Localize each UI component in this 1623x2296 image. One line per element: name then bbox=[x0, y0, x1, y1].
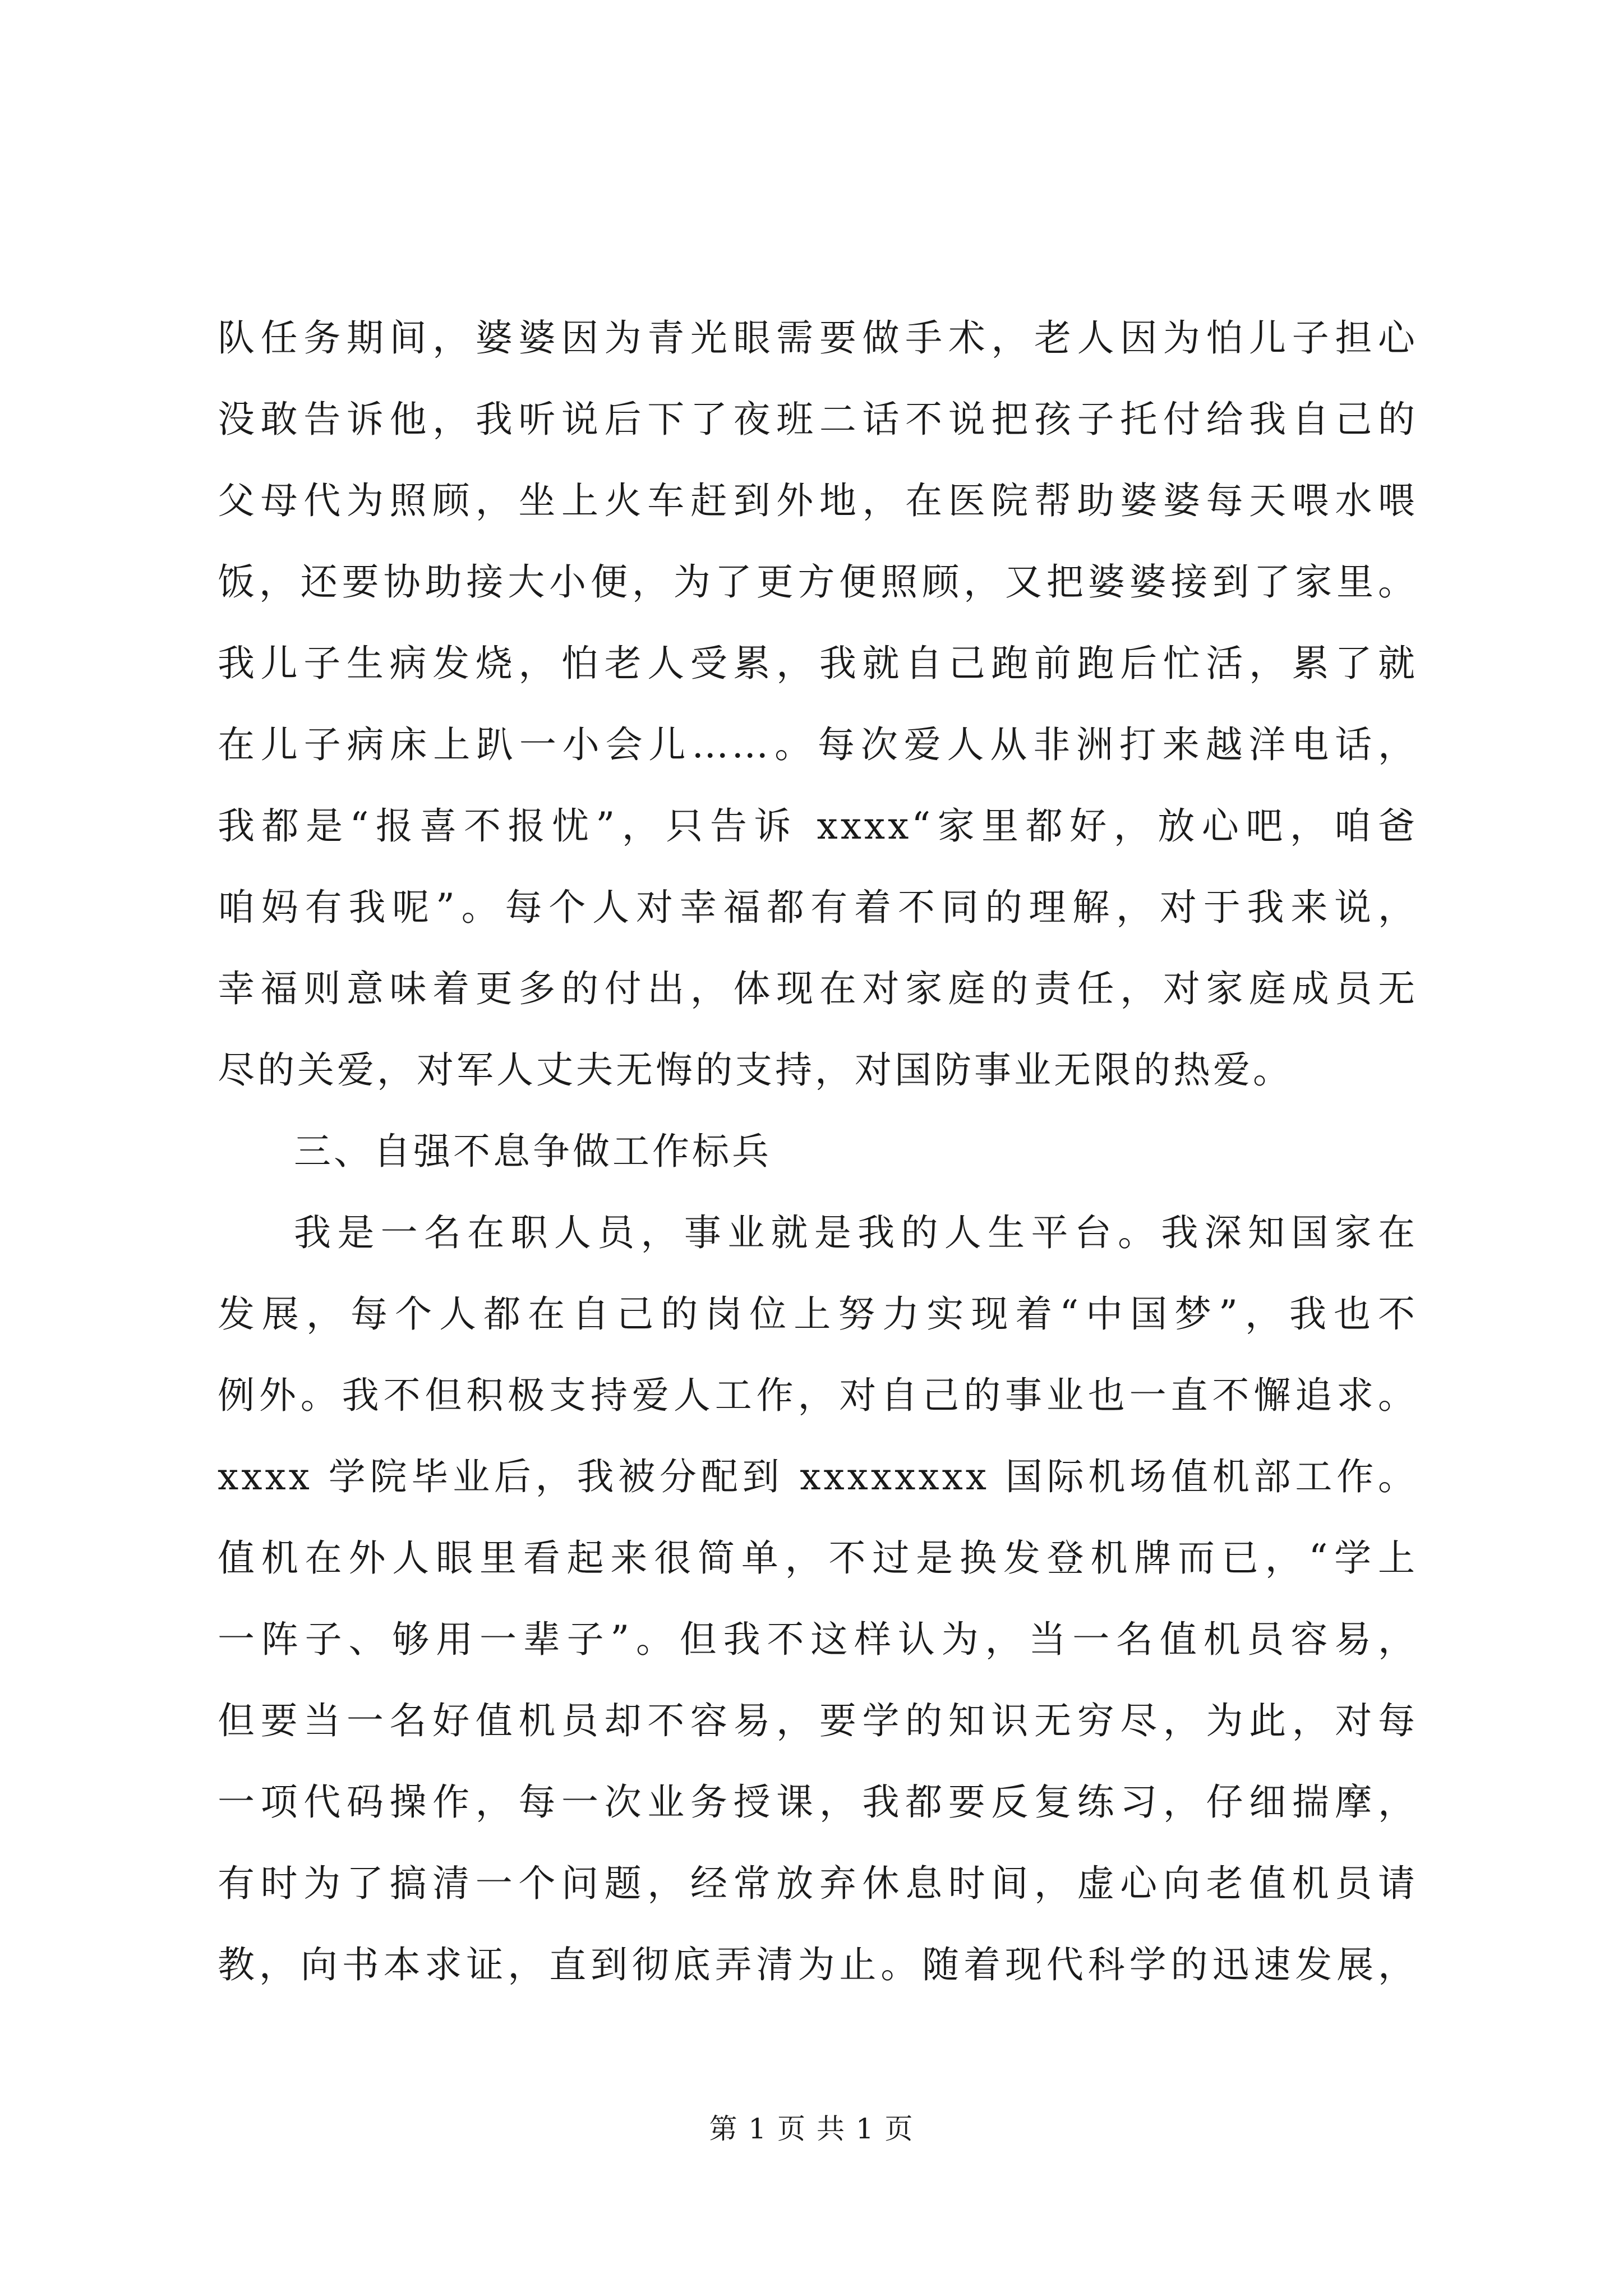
text-line: 有时为了搞清一个问题，经常放弃休息时间，虚心向老值机员请 bbox=[218, 1862, 1418, 1905]
text-line: 咱妈有我呢”。每个人对幸福都有着不同的理解，对于我来说， bbox=[218, 886, 1418, 929]
text-line: 尽的关爱，对军人丈夫无悔的支持，对国防事业无限的热爱。 bbox=[218, 1048, 1293, 1092]
body-text bbox=[218, 297, 1418, 2005]
text-line: 幸福则意味着更多的付出，体现在对家庭的责任，对家庭成员无 bbox=[218, 967, 1418, 1010]
text-line: 我儿子生病发烧，怕老人受累，我就自己跑前跑后忙活，累了就 bbox=[218, 642, 1418, 685]
text-line: 饭，还要协助接大小便，为了更方便照顾，又把婆婆接到了家里。 bbox=[218, 560, 1418, 604]
text-line: xxxx 学院毕业后，我被分配到 xxxxxxxx 国际机场值机部工作。 bbox=[218, 1455, 1418, 1498]
text-line: 发展，每个人都在自己的岗位上努力实现着“中国梦”，我也不 bbox=[218, 1292, 1418, 1336]
page-number-footer: 第 1 页 共 1 页 bbox=[709, 2113, 914, 2145]
text-line: 父母代为照顾，坐上火车赶到外地，在医院帮助婆婆每天喂水喂 bbox=[218, 479, 1418, 522]
text-line: 我都是“报喜不报忧”，只告诉 xxxx“家里都好，放心吧，咱爸 bbox=[218, 804, 1418, 848]
text-line: 但要当一名好值机员却不容易，要学的知识无穷尽，为此，对每 bbox=[218, 1699, 1418, 1742]
section-heading: 三、自强不息争做工作标兵 bbox=[294, 1130, 772, 1173]
text-line: 没敢告诉他，我听说后下了夜班二话不说把孩子托付给我自己的 bbox=[218, 398, 1418, 441]
text-line: 一阵子、够用一辈子”。但我不这样认为，当一名值机员容易， bbox=[218, 1618, 1418, 1661]
text-line: 队任务期间，婆婆因为青光眼需要做手术，老人因为怕儿子担心 bbox=[218, 316, 1418, 360]
text-line: 我是一名在职人员，事业就是我的人生平台。我深知国家在 bbox=[294, 1211, 1418, 1254]
text-line: 例外。我不但积极支持爱人工作，对自己的事业也一直不懈追求。 bbox=[218, 1374, 1418, 1417]
text-line: 在儿子病床上趴一小会儿……。每次爱人从非洲打来越洋电话， bbox=[218, 723, 1418, 766]
text-line: 值机在外人眼里看起来很简单，不过是换发登机牌而已，“学上 bbox=[218, 1536, 1418, 1580]
text-line: 一项代码操作，每一次业务授课，我都要反复练习，仔细揣摩， bbox=[218, 1780, 1418, 1824]
text-line: 教，向书本求证，直到彻底弄清为止。随着现代科学的迅速发展， bbox=[218, 1943, 1418, 1986]
